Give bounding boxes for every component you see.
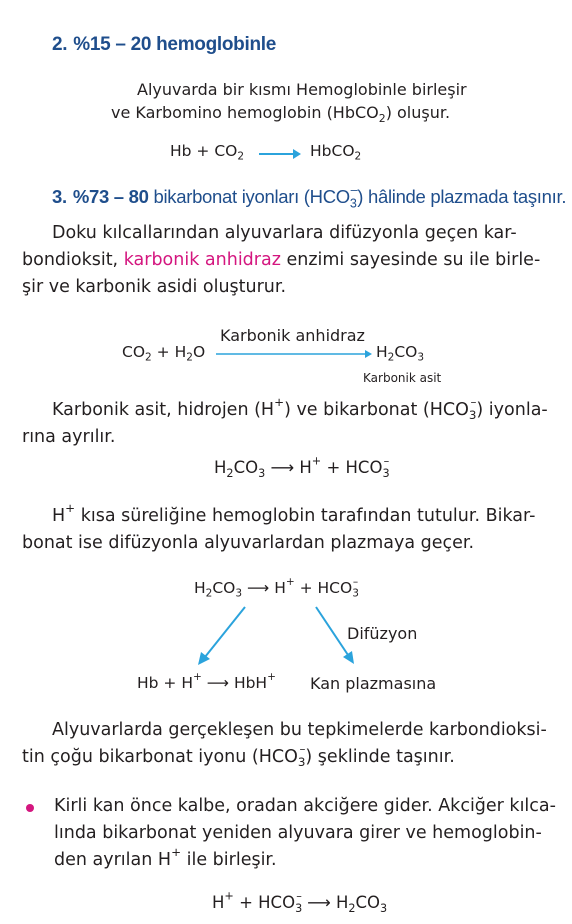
p1-pre: bondioksit, xyxy=(22,250,119,270)
bullet-line-2: lında bikarbonat yeniden alyuvara girer ve hemoglobin- xyxy=(54,823,542,843)
eq-right-sub: 2 xyxy=(354,150,362,163)
eq2-a-sub: 2 xyxy=(226,466,234,480)
line-2-sub: 2 xyxy=(378,111,386,125)
eq3-arrow-icon: ⟶ xyxy=(307,893,331,912)
r1-right-mid: CO xyxy=(394,343,418,361)
p2-post: ) iyonla- xyxy=(476,400,548,420)
eq-left-text: Hb + CO xyxy=(170,142,238,160)
p3-sup: + xyxy=(65,501,76,516)
r1-left-a-sub: 2 xyxy=(145,351,152,364)
diag-left-b-sup: + xyxy=(267,671,276,684)
eq3-c-sub: 2 xyxy=(348,901,356,915)
paragraph-3-line-1 xyxy=(52,501,535,531)
eq3-c: H xyxy=(335,893,349,912)
line-2-text: ve Karbomino hemoglobin (HbCO xyxy=(111,103,379,122)
eq2-d-sub: 3 xyxy=(382,466,390,480)
eq3-b: + HCO xyxy=(233,893,296,912)
section-2-eq-right xyxy=(310,142,362,163)
section-2-title: %15 – 20 hemoglobinle xyxy=(73,34,277,55)
section-3-number: 3. xyxy=(52,186,67,207)
eq2-c-sup: + xyxy=(311,454,322,468)
p2-mid: ) ve bikarbonat (HCO xyxy=(284,400,469,420)
diag-top-a: H xyxy=(194,579,206,597)
section-3-title-rest xyxy=(153,182,567,211)
equation-2 xyxy=(214,454,390,480)
product-name-label: Karbonik asit xyxy=(363,371,442,385)
down-left-arrow-icon xyxy=(195,605,255,667)
p3-post: kısa süreliğine hemoglobin tarafından tutulur. Bikar- xyxy=(75,506,536,526)
reaction-arrow-icon xyxy=(259,148,301,160)
eq2-d-sup: – xyxy=(383,454,390,468)
section-2-line-2 xyxy=(111,103,451,125)
diagram-left-equation xyxy=(137,671,276,692)
diag-left-a-sup: + xyxy=(193,671,202,684)
eq2-b: CO xyxy=(233,458,259,477)
diagram-top-equation xyxy=(194,576,359,600)
diag-top-b-sub: 3 xyxy=(235,587,243,600)
title-rest-post: ) hâlinde plazmada taşınır. xyxy=(357,186,567,207)
diag-left-arrow-icon: ⟶ xyxy=(206,674,229,692)
p4-post: ) şeklinde taşınır. xyxy=(305,747,455,767)
title-sup: – xyxy=(350,182,358,197)
b3-pre: den ayrılan H xyxy=(54,850,172,870)
eq3-a: H xyxy=(212,893,225,912)
eq3-b-sup: – xyxy=(296,889,302,903)
diag-left-a: Hb + H xyxy=(137,674,193,692)
title-sub: 3 xyxy=(349,196,357,211)
eq3-d-sub: 3 xyxy=(380,901,388,915)
reaction-1-left xyxy=(122,343,206,364)
r1-left-c: O xyxy=(192,343,206,361)
r1-left-b: + H xyxy=(151,343,187,361)
diag-top-d: + HCO xyxy=(294,579,353,597)
p2-pre: Karbonik asit, hidrojen (H xyxy=(52,400,275,420)
paragraph-1-line-2 xyxy=(22,245,540,275)
r1-right-sub1: 2 xyxy=(387,351,395,364)
bullet-icon xyxy=(26,804,34,812)
p2-sup2: – xyxy=(470,395,477,410)
paragraph-1-line-1: Doku kılcallarından alyuvarlara difüzyonla geçen kar- xyxy=(52,223,517,243)
r1-right-sub2: 3 xyxy=(417,351,425,364)
r1-right-a: H xyxy=(376,343,388,361)
equation-3 xyxy=(212,889,388,915)
diag-arrow-icon: ⟶ xyxy=(247,579,270,597)
eq2-arrow-icon: ⟶ xyxy=(270,458,295,477)
eq2-b-sub: 3 xyxy=(258,466,266,480)
p4-sub: 3 xyxy=(297,755,306,770)
eq2-d: + HCO xyxy=(321,458,383,477)
paragraph-2-line-1 xyxy=(52,395,548,425)
eq3-b-sub: 3 xyxy=(295,901,303,915)
p4-pre: tin çoğu bikarbonat iyonu (HCO xyxy=(22,747,298,767)
karbonik-anhidraz-highlight: karbonik anhidraz xyxy=(123,250,281,270)
p2-sup: + xyxy=(274,395,285,410)
section-3-title-bold: %73 – 80 xyxy=(72,186,149,207)
paragraph-2-line-2: rına ayrılır. xyxy=(22,427,116,447)
paragraph-4-line-1: Alyuvarlarda gerçekleşen bu tepkimelerde karbondioksi- xyxy=(52,720,547,740)
section-2-heading xyxy=(52,34,276,56)
p2-sub: 3 xyxy=(468,408,477,423)
section-3-heading xyxy=(52,182,567,211)
section-2-eq-left xyxy=(170,142,245,163)
diffusion-label: Difüzyon xyxy=(347,624,418,643)
diag-left-b: HbH xyxy=(233,674,268,692)
diag-top-d-sub: 3 xyxy=(352,587,359,600)
eq-right-text: HbCO xyxy=(310,142,355,160)
bullet-line-3 xyxy=(54,845,277,875)
eq2-c: H xyxy=(299,458,312,477)
paragraph-1-line-3: şir ve karbonik asidi oluşturur. xyxy=(22,277,287,297)
paragraph-4-line-2 xyxy=(22,742,455,772)
reaction-1-right xyxy=(376,343,425,364)
section-2-number: 2. xyxy=(52,34,68,55)
p4-sup: – xyxy=(299,742,306,757)
paragraph-3-line-2: bonat ise difüzyonla alyuvarlardan plazmaya geçer. xyxy=(22,533,475,553)
eq2-a: H xyxy=(214,458,227,477)
catalysis-arrow-icon xyxy=(216,349,372,359)
enzyme-label: Karbonik anhidraz xyxy=(220,326,365,345)
eq3-a-sup: + xyxy=(224,889,234,903)
r1-left-b-sub: 2 xyxy=(186,351,193,364)
section-2-line-1: Alyuvarda bir kısmı Hemoglobinle birleşir xyxy=(137,80,467,99)
diag-top-c-sup: + xyxy=(285,576,295,589)
diagram-right-label: Kan plazmasına xyxy=(310,674,437,693)
p3-pre: H xyxy=(52,506,66,526)
diag-top-d-sup: – xyxy=(352,576,359,589)
eq-left-sub: 2 xyxy=(237,150,245,163)
line-2-post: ) oluşur. xyxy=(385,103,451,122)
b3-post: ile birleşir. xyxy=(181,850,277,870)
diag-top-c: H xyxy=(274,579,286,597)
b3-sup: + xyxy=(171,845,182,860)
p1-post: enzimi sayesinde su ile birle- xyxy=(286,250,541,270)
diag-top-a-sub: 2 xyxy=(205,587,213,600)
r1-left-a: CO xyxy=(122,343,146,361)
title-rest-pre: bikarbonat iyonları (HCO xyxy=(153,186,350,207)
bullet-line-1: Kirli kan önce kalbe, oradan akciğere gider. Akciğer kılca- xyxy=(54,796,556,816)
eq3-d: CO xyxy=(355,893,381,912)
diag-top-b: CO xyxy=(212,579,236,597)
